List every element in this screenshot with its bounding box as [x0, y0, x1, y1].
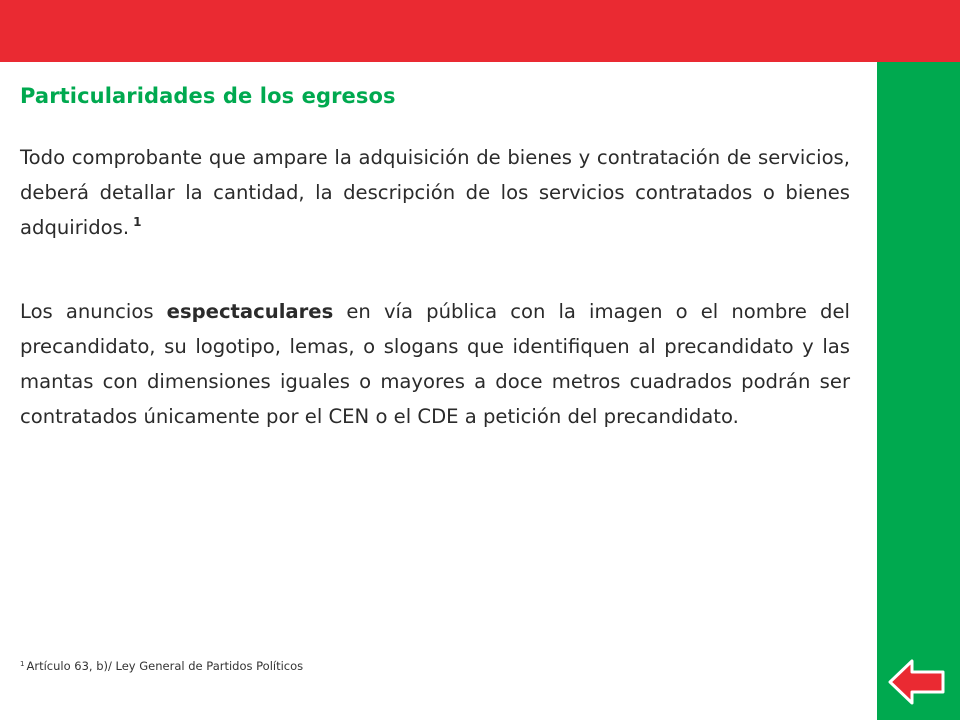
arrow-left-icon — [888, 658, 946, 706]
footnote-marker: 1 — [20, 660, 25, 668]
paragraph-billboards-rest: en vía pública con la imagen o el nombre del precandidato, su logotipo, lemas, o slogans que identifiquen al precandidato y las mantas con dimensiones iguales o mayores a doce metros cuadrados podrán ser contratados únicamente por el CEN o el CDE a petición del precandidato. — [20, 300, 850, 428]
paragraph-receipts — [20, 140, 850, 248]
paragraph-billboards — [20, 294, 850, 434]
footnote-reference: 1 — [133, 215, 142, 229]
footnote-text: Artículo 63, b)/ Ley General de Partidos Políticos — [26, 659, 304, 673]
footnote — [20, 659, 303, 673]
arrow-left-shape — [890, 661, 943, 703]
back-button[interactable] — [888, 658, 946, 706]
paragraph-receipts-text: Todo comprobante que ampare la adquisición de bienes y contratación de servicios, deberá detallar la cantidad, la descripción de los servicios contratados o bienes adquiridos. — [20, 146, 850, 239]
top-color-bar — [0, 0, 960, 62]
paragraph-billboards-intro: Los anuncios — [20, 300, 167, 323]
slide-title: Particularidades de los egresos — [20, 84, 396, 108]
paragraph-billboards-emphasis: espectaculares — [166, 300, 334, 323]
side-color-panel — [877, 62, 960, 720]
